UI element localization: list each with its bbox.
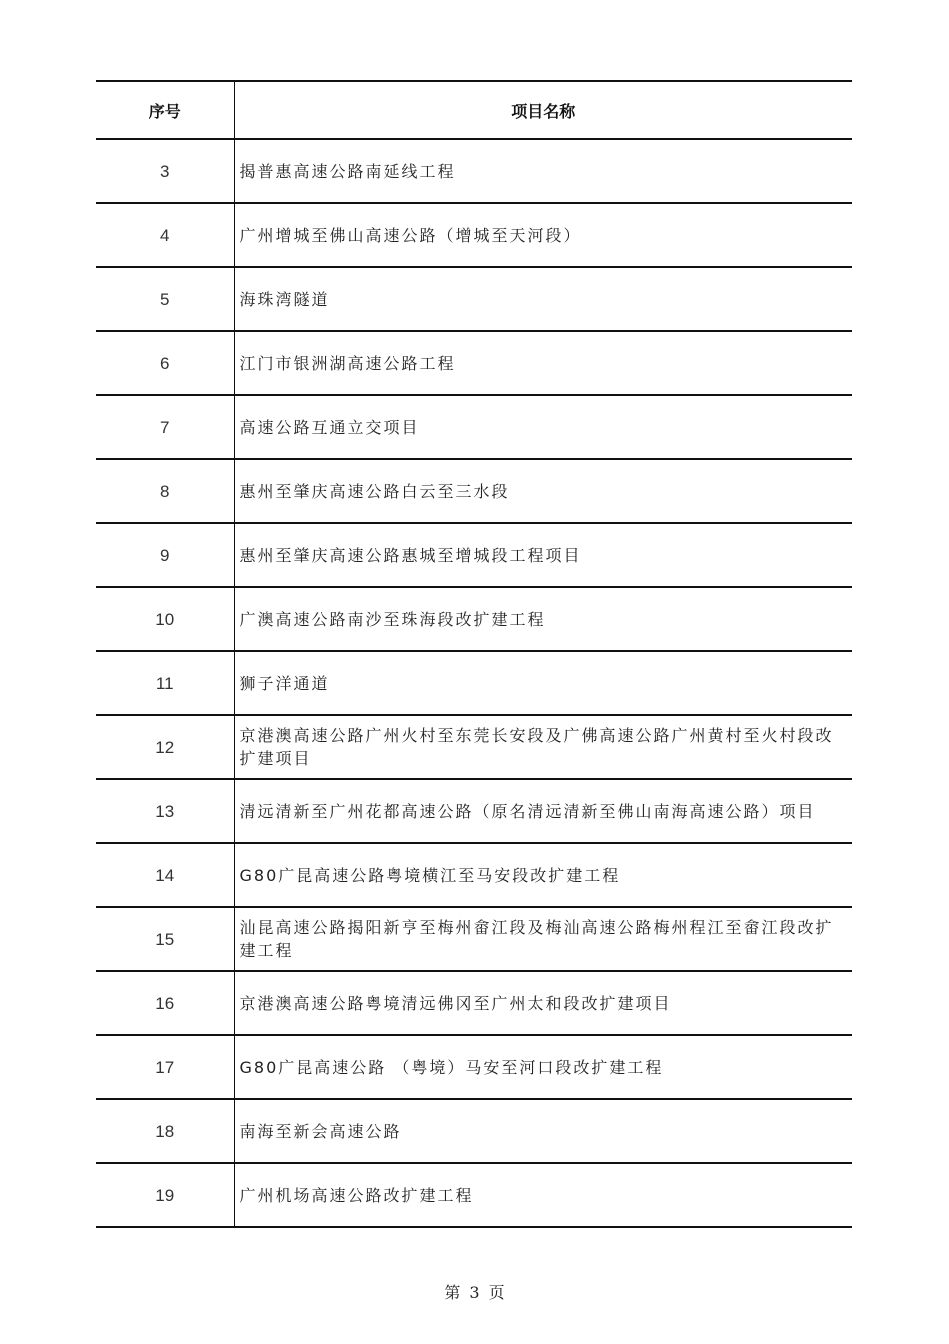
row-project-name: G80广昆高速公路粤境横江至马安段改扩建工程 bbox=[239, 865, 621, 885]
row-number: 12 bbox=[96, 715, 234, 779]
page-number: 第 3 页 bbox=[444, 1283, 505, 1302]
row-project-name: G80广昆高速公路 （粤境）马安至河口段改扩建工程 bbox=[239, 1057, 664, 1077]
project-table bbox=[96, 80, 852, 1228]
row-number: 17 bbox=[96, 1035, 234, 1099]
table-row bbox=[96, 651, 852, 715]
row-number: 11 bbox=[96, 651, 234, 715]
row-number: 16 bbox=[96, 971, 234, 1035]
table-row bbox=[96, 267, 852, 331]
row-number: 9 bbox=[96, 523, 234, 587]
table-row bbox=[96, 395, 852, 459]
row-number: 18 bbox=[96, 1099, 234, 1163]
table-row bbox=[96, 843, 852, 907]
row-project-name: 广州增城至佛山高速公路（增城至天河段） bbox=[239, 225, 582, 245]
header-project-name: 项目名称 bbox=[511, 101, 576, 121]
row-project-name: 京港澳高速公路粤境清远佛冈至广州太和段改扩建项目 bbox=[239, 993, 672, 1013]
row-project-name: 清远清新至广州花都高速公路（原名清远清新至佛山南海高速公路）项目 bbox=[239, 801, 816, 821]
table-row bbox=[96, 523, 852, 587]
row-number: 3 bbox=[96, 139, 234, 203]
header-number: 序号 bbox=[96, 81, 234, 139]
row-number: 5 bbox=[96, 267, 234, 331]
table-row bbox=[96, 779, 852, 843]
row-project-name: 南海至新会高速公路 bbox=[239, 1121, 402, 1141]
table-row bbox=[96, 971, 852, 1035]
table-row bbox=[96, 331, 852, 395]
row-number: 14 bbox=[96, 843, 234, 907]
table-row bbox=[96, 139, 852, 203]
row-project-name: 江门市银洲湖高速公路工程 bbox=[239, 353, 456, 373]
table-header-row bbox=[96, 81, 852, 139]
row-project-name: 京港澳高速公路广州火村至东莞长安段及广佛高速公路广州黄村至火村段改扩建项目 bbox=[239, 726, 834, 768]
row-number: 6 bbox=[96, 331, 234, 395]
row-number: 13 bbox=[96, 779, 234, 843]
row-project-name: 惠州至肇庆高速公路惠城至增城段工程项目 bbox=[239, 545, 582, 565]
row-number: 10 bbox=[96, 587, 234, 651]
row-project-name: 惠州至肇庆高速公路白云至三水段 bbox=[239, 481, 510, 501]
row-project-name: 揭普惠高速公路南延线工程 bbox=[239, 161, 456, 181]
row-number: 4 bbox=[96, 203, 234, 267]
table-row bbox=[96, 1099, 852, 1163]
row-project-name: 高速公路互通立交项目 bbox=[239, 417, 420, 437]
table-row bbox=[96, 1163, 852, 1227]
table-row bbox=[96, 203, 852, 267]
table-row bbox=[96, 715, 852, 779]
table-row bbox=[96, 907, 852, 971]
row-number: 7 bbox=[96, 395, 234, 459]
row-number: 19 bbox=[96, 1163, 234, 1227]
table-row bbox=[96, 1035, 852, 1099]
row-project-name: 狮子洋通道 bbox=[239, 673, 330, 693]
row-number: 8 bbox=[96, 459, 234, 523]
table-row bbox=[96, 459, 852, 523]
row-number: 15 bbox=[96, 907, 234, 971]
row-project-name: 汕昆高速公路揭阳新亨至梅州畲江段及梅汕高速公路梅州程江至畲江段改扩建工程 bbox=[239, 918, 834, 960]
row-project-name: 广澳高速公路南沙至珠海段改扩建工程 bbox=[239, 609, 546, 629]
row-project-name: 广州机场高速公路改扩建工程 bbox=[239, 1185, 474, 1205]
table-row bbox=[96, 587, 852, 651]
row-project-name: 海珠湾隧道 bbox=[239, 289, 330, 309]
